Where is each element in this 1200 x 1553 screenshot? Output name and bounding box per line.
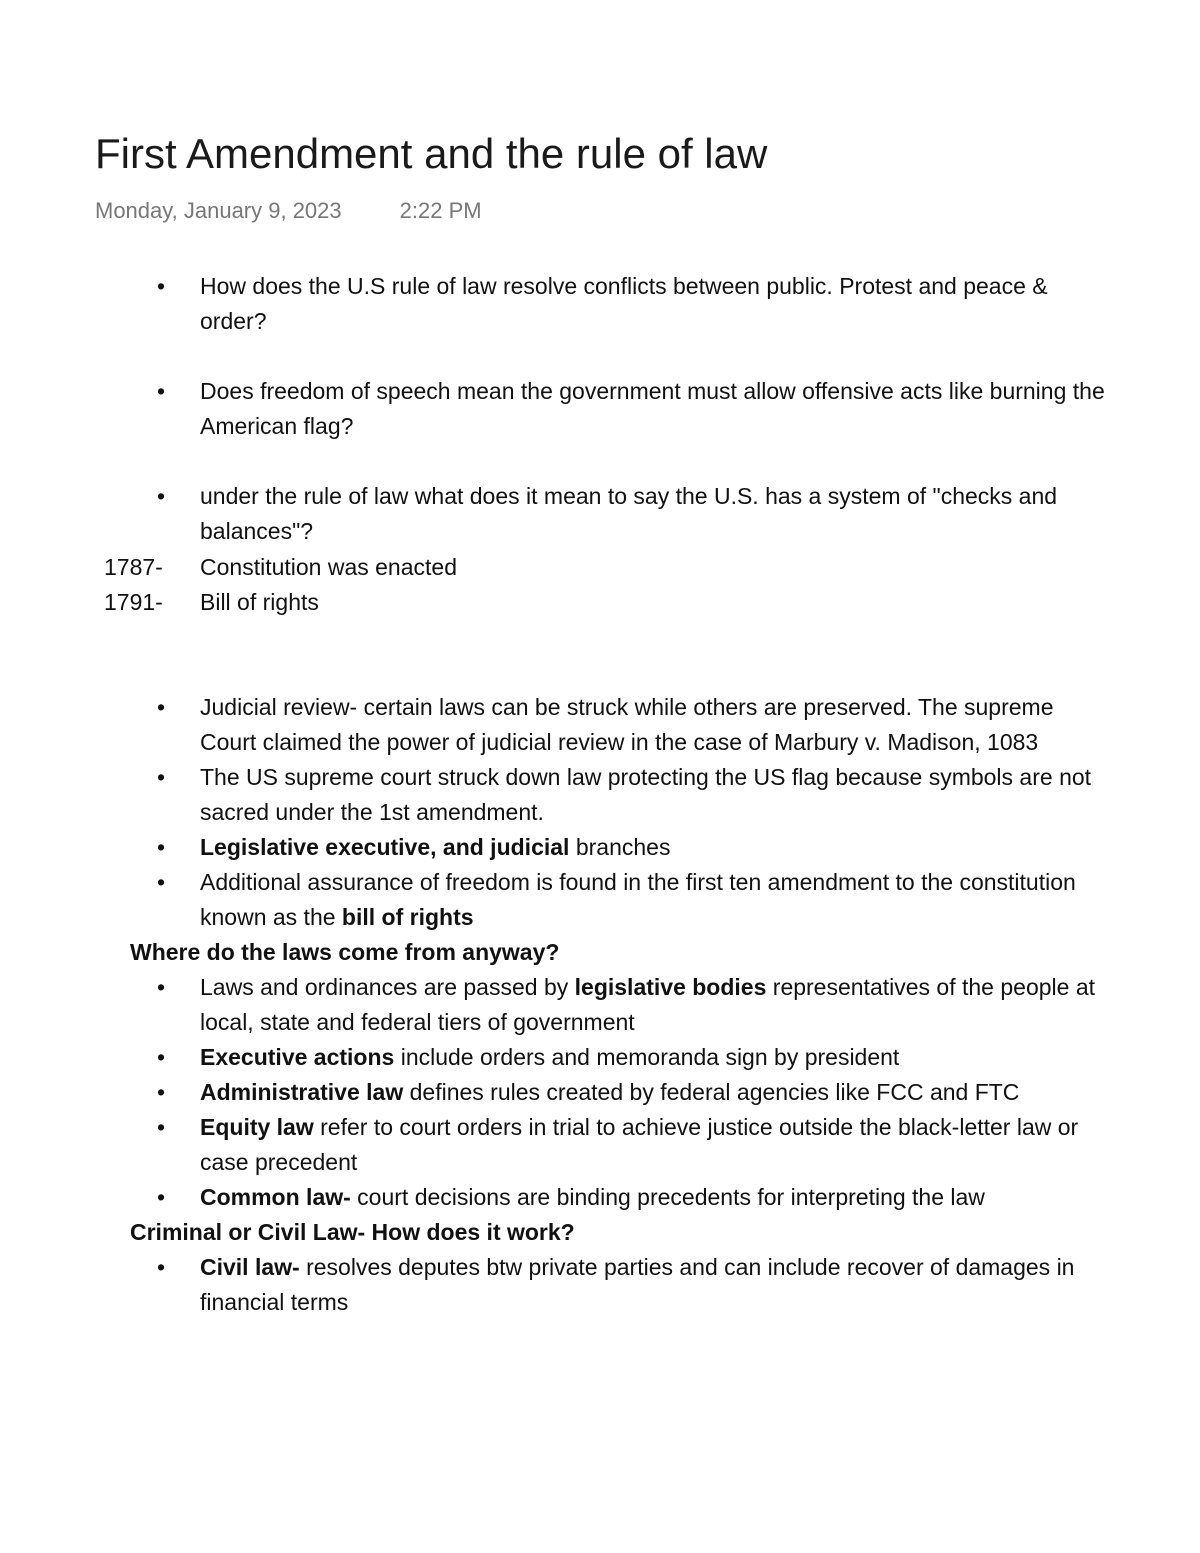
- timeline: [0, 550, 1200, 620]
- timeline-event: Bill of rights: [200, 589, 319, 615]
- item-text: include orders and memoranda sign by president: [394, 1044, 900, 1070]
- bold-term: Equity law: [200, 1114, 314, 1140]
- bold-term: Common law-: [200, 1184, 351, 1210]
- bold-term: Legislative executive, and judicial: [200, 834, 570, 860]
- bold-term: Executive actions: [200, 1044, 395, 1070]
- item-text: branches: [569, 834, 671, 860]
- section-heading: Where do the laws come from anyway?: [130, 939, 560, 965]
- list-item: [0, 830, 1110, 865]
- list-item: • under the rule of law what does it mean to say the U.S. has a system of "checks and balances"?: [0, 479, 1110, 549]
- bold-term: legislative bodies: [574, 974, 767, 1000]
- list-item: • The US supreme court struck down law protecting the US flag because symbols are not sacred under the 1st amendment.: [0, 760, 1110, 830]
- page-title: First Amendment and the rule of law: [95, 130, 768, 177]
- list-item: [0, 1075, 1110, 1110]
- timeline-row: [0, 550, 1200, 585]
- item-text: Additional assurance of freedom is found in the first ten amendment to the constitution known as the: [200, 869, 1076, 930]
- timeline-event: Constitution was enacted: [200, 554, 457, 580]
- item-text: representatives of the people at local, state and federal tiers of government: [200, 974, 1095, 1035]
- list-item: [0, 865, 1110, 935]
- list-item: • How does the U.S rule of law resolve conflicts between public. Protest and peace & order?: [0, 269, 1110, 339]
- timeline-row: [0, 585, 1200, 620]
- timeline-year: 1787-: [104, 554, 163, 580]
- page-cutoff: [0, 1430, 1200, 1553]
- list-item: [0, 1040, 1110, 1075]
- list-item: [0, 1250, 1110, 1320]
- item-text: defines rules created by federal agencies like FCC and FTC: [403, 1079, 1020, 1105]
- notes-list: [0, 690, 1200, 1320]
- question-list: [0, 269, 1200, 549]
- note-time: 2:22 PM: [399, 198, 482, 223]
- item-text: refer to court orders in trial to achieve justice outside the black-letter law or case precedent: [200, 1114, 1079, 1175]
- list-item: [0, 1180, 1110, 1215]
- item-text: court decisions are binding precedents for interpreting the law: [350, 1184, 985, 1210]
- section-heading: Criminal or Civil Law- How does it work?: [130, 1219, 575, 1245]
- bold-term: bill of rights: [341, 904, 474, 930]
- list-item: • Does freedom of speech mean the government must allow offensive acts like burning the American flag?: [0, 374, 1110, 444]
- bold-term: Civil law-: [200, 1254, 300, 1280]
- item-text: resolves deputes btw private parties and can include recover of damages in financial terms: [200, 1254, 1075, 1315]
- list-item: • Judicial review- certain laws can be struck while others are preserved. The supreme Court claimed the power of judicial review in the case of Marbury v. Madison, 1083: [0, 690, 1110, 760]
- dateline: [95, 198, 482, 224]
- item-text: Laws and ordinances are passed by: [200, 974, 575, 1000]
- timeline-year: 1791-: [104, 589, 163, 615]
- bold-term: Administrative law: [200, 1079, 404, 1105]
- list-item: [0, 1110, 1110, 1180]
- list-item: [0, 970, 1110, 1040]
- note-date: Monday, January 9, 2023: [95, 198, 342, 223]
